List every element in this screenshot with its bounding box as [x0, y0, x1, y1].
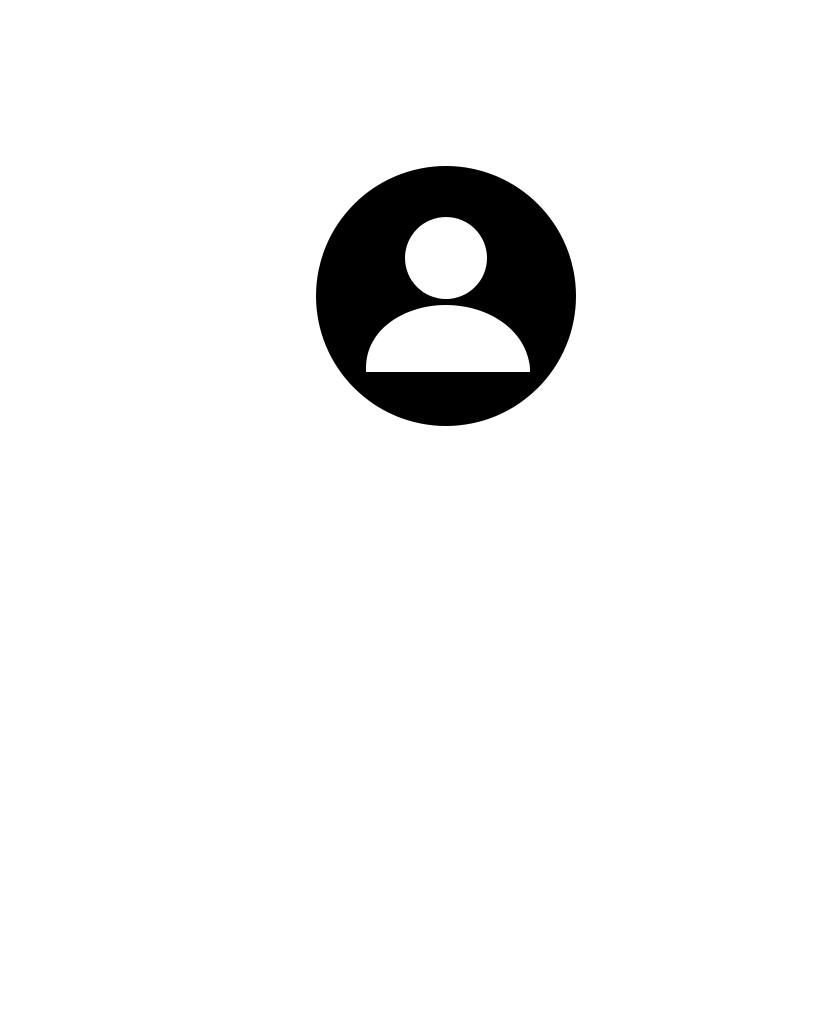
avatar-head: [405, 217, 487, 299]
user-avatar-icon: [316, 166, 576, 426]
avatar: [316, 166, 576, 426]
